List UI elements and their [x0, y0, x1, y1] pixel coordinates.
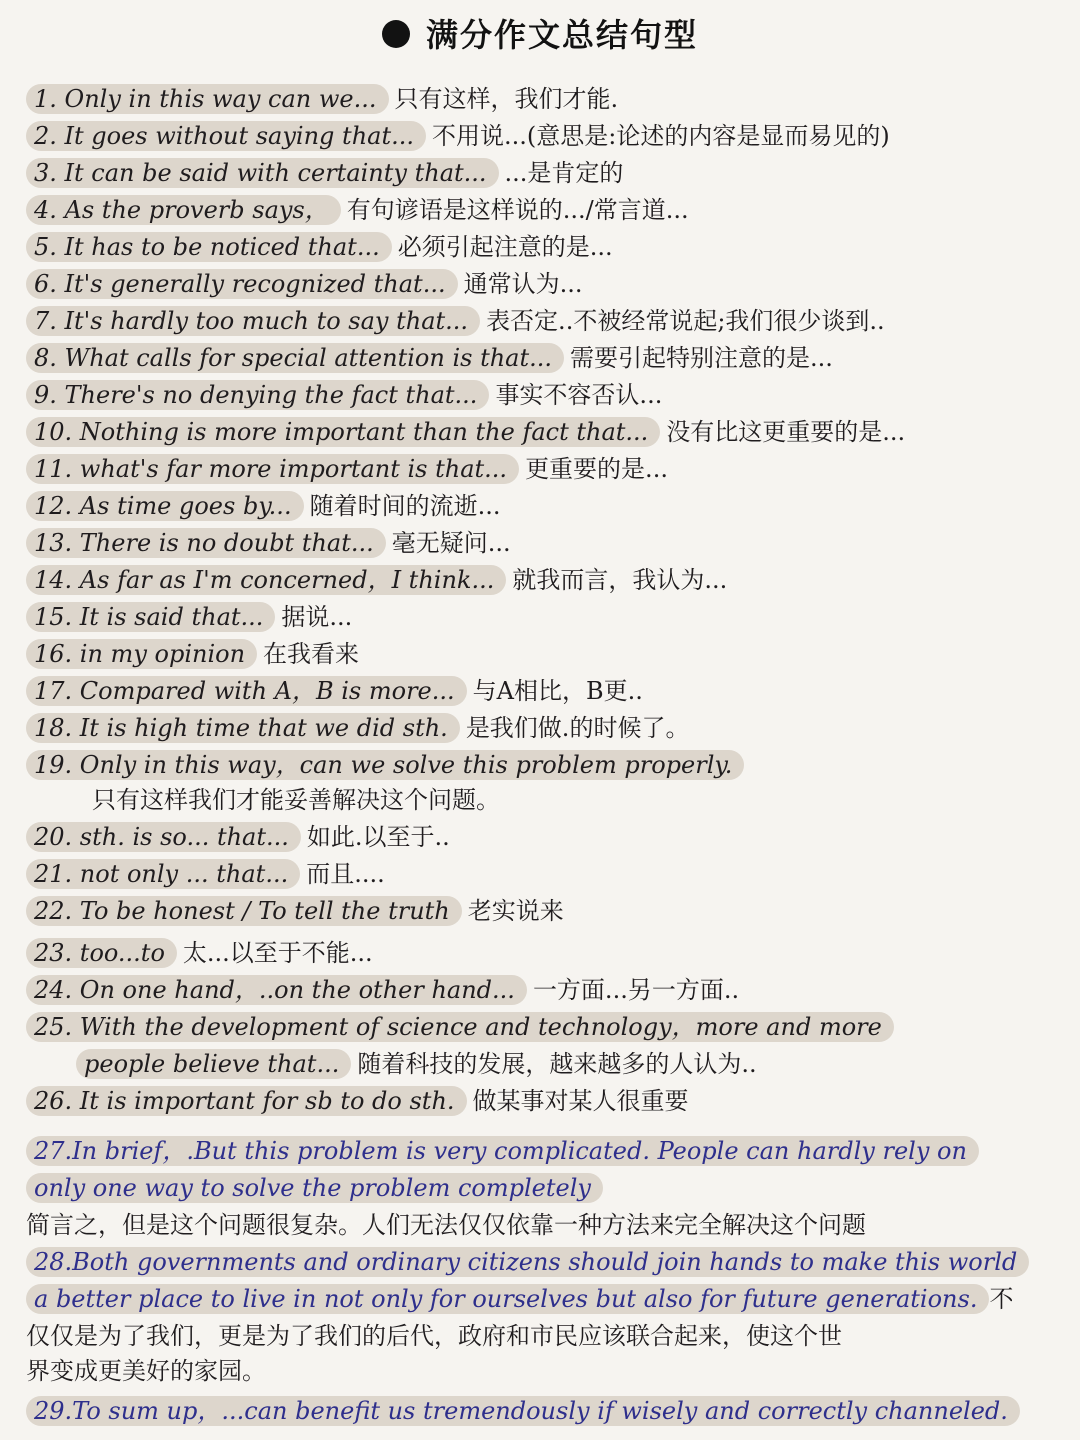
english-phrase: 27.In brief，.But this problem is very complicated. People can hardly rely on	[26, 1136, 979, 1166]
english-phrase: 7. It's hardly too much to say that...	[26, 306, 480, 336]
phrase-row-28-translation-continued	[26, 1356, 266, 1386]
english-phrase: 22. To be honest / To tell the truth	[26, 896, 462, 926]
chinese-meaning: 表否定..不被经常说起;我们很少谈到..	[486, 307, 885, 335]
chinese-meaning: 而且....	[306, 860, 385, 888]
english-phrase: 26. It is important for sb to do sth.	[26, 1086, 467, 1116]
phrase-row-1	[26, 84, 618, 114]
english-phrase: only one way to solve the problem completely	[26, 1173, 603, 1203]
english-phrase: 14. As far as I'm concerned，I think...	[26, 565, 506, 595]
english-phrase: 11. what's far more important is that...	[26, 454, 519, 484]
chinese-meaning: 不	[989, 1285, 1014, 1313]
phrase-row-8	[26, 343, 833, 373]
phrase-row-27	[26, 1136, 979, 1166]
chinese-meaning: ...是肯定的	[504, 159, 624, 187]
phrase-row-28	[26, 1247, 1029, 1277]
phrase-row-10	[26, 417, 905, 447]
chinese-meaning: 在我看来	[263, 640, 360, 668]
english-phrase: 15. It is said that...	[26, 602, 275, 632]
chinese-meaning: 就我而言，我认为...	[512, 566, 728, 594]
phrase-row-3	[26, 158, 623, 188]
chinese-meaning: 需要引起特别注意的是...	[570, 344, 833, 372]
chinese-meaning: 是我们做.的时候了。	[465, 714, 690, 742]
english-phrase: 18. It is high time that we did sth.	[26, 713, 460, 743]
phrase-row-19	[26, 750, 744, 780]
phrase-row-18	[26, 713, 689, 743]
phrase-row-14	[26, 565, 727, 595]
phrase-row-29	[26, 1396, 1020, 1426]
english-phrase: people believe that...	[76, 1049, 351, 1079]
chinese-meaning: 必须引起注意的是...	[397, 233, 613, 261]
phrase-row-6	[26, 269, 582, 299]
page-title	[0, 10, 1080, 56]
phrase-row-25	[26, 1012, 894, 1042]
english-phrase: 9. There's no denying the fact that...	[26, 380, 489, 410]
chinese-meaning: 太...以至于不能...	[182, 939, 373, 967]
english-phrase: 12. As time goes by...	[26, 491, 304, 521]
chinese-meaning: 更重要的是...	[525, 455, 668, 483]
phrase-row-19-translation	[86, 785, 500, 815]
english-phrase: 6. It's generally recognized that...	[26, 269, 458, 299]
chinese-meaning: 没有比这更重要的是...	[666, 418, 906, 446]
chinese-meaning: 随着科技的发展，越来越多的人认为..	[357, 1050, 757, 1078]
english-phrase: 23. too...to	[26, 938, 177, 968]
english-phrase: 2. It goes without saying that...	[26, 121, 426, 151]
phrase-row-16	[26, 639, 359, 669]
phrase-row-9	[26, 380, 662, 410]
phrase-row-11	[26, 454, 668, 484]
english-phrase: 10. Nothing is more important than the fact that...	[26, 417, 660, 447]
chinese-meaning: 有句谚语是这样说的.../常言道...	[346, 196, 689, 224]
english-phrase: 13. There is no doubt that...	[26, 528, 386, 558]
chinese-meaning: 一方面...另一方面..	[532, 976, 740, 1004]
chinese-meaning: 做某事对某人很重要	[472, 1087, 689, 1115]
chinese-meaning: 如此.以至于..	[306, 823, 450, 851]
chinese-meaning: 老实说来	[467, 897, 564, 925]
phrase-row-5	[26, 232, 613, 262]
chinese-meaning: 毫无疑问...	[391, 529, 511, 557]
chinese-meaning: 简言之，但是这个问题很复杂。人们无法仅仅依靠一种方法来完全解决这个问题	[26, 1211, 866, 1239]
phrase-row-25-continued	[76, 1049, 757, 1079]
phrase-row-20	[26, 822, 450, 852]
english-phrase: 20. sth. is so... that...	[26, 822, 301, 852]
english-phrase: 21. not only ... that...	[26, 859, 300, 889]
english-phrase: 29.To sum up，...can benefit us tremendously if wisely and correctly channeled.	[26, 1396, 1020, 1426]
chinese-meaning: 通常认为...	[463, 270, 583, 298]
phrase-row-28-translation	[26, 1321, 842, 1351]
phrase-row-7	[26, 306, 885, 336]
english-phrase: 25. With the development of science and technology，more and more	[26, 1012, 894, 1042]
phrase-row-17	[26, 676, 643, 706]
chinese-meaning: 仅仅是为了我们，更是为了我们的后代，政府和市民应该联合起来，使这个世	[26, 1322, 842, 1350]
phrase-row-21	[26, 859, 385, 889]
phrase-row-2	[26, 121, 890, 151]
chinese-meaning: 界变成更美好的家园。	[26, 1357, 266, 1385]
chinese-meaning: 只有这样我们才能妥善解决这个问题。	[92, 786, 500, 814]
english-phrase: 1. Only in this way can we...	[26, 84, 389, 114]
english-phrase: a better place to live in not only for ourselves but also for future generations.	[26, 1284, 989, 1314]
english-phrase: 3. It can be said with certainty that...	[26, 158, 499, 188]
chinese-meaning: 不用说...(意思是:论述的内容是显而易见的)	[432, 122, 890, 150]
chinese-meaning: 随着时间的流逝...	[309, 492, 501, 520]
title-text: 满分作文总结句型	[425, 16, 698, 54]
english-phrase: 4. As the proverb says，	[26, 195, 341, 225]
chinese-meaning: 只有这样，我们才能.	[394, 85, 619, 113]
english-phrase: 16. in my opinion	[26, 639, 257, 669]
english-phrase: 28.Both governments and ordinary citizens should join hands to make this world	[26, 1247, 1029, 1277]
phrase-row-13	[26, 528, 511, 558]
phrase-row-4	[26, 195, 689, 225]
phrase-row-23	[26, 938, 373, 968]
english-phrase: 5. It has to be noticed that...	[26, 232, 392, 262]
phrase-row-22	[26, 896, 564, 926]
chinese-meaning: 事实不容否认...	[495, 381, 663, 409]
chinese-meaning: 据说...	[281, 603, 353, 631]
phrase-row-26	[26, 1086, 689, 1116]
phrase-row-12	[26, 491, 500, 521]
english-phrase: 24. On one hand，..on the other hand...	[26, 975, 527, 1005]
english-phrase: 17. Compared with A，B is more...	[26, 676, 467, 706]
english-phrase: 19. Only in this way，can we solve this problem properly.	[26, 750, 744, 780]
phrase-row-27-continued	[26, 1173, 603, 1203]
bullet-dot-icon	[382, 20, 410, 48]
english-phrase: 8. What calls for special attention is that...	[26, 343, 564, 373]
phrase-row-28-continued	[26, 1284, 1013, 1314]
chinese-meaning: 与A相比，B更..	[472, 677, 643, 705]
phrase-row-24	[26, 975, 739, 1005]
phrase-row-27-translation	[26, 1210, 866, 1240]
phrase-row-15	[26, 602, 352, 632]
